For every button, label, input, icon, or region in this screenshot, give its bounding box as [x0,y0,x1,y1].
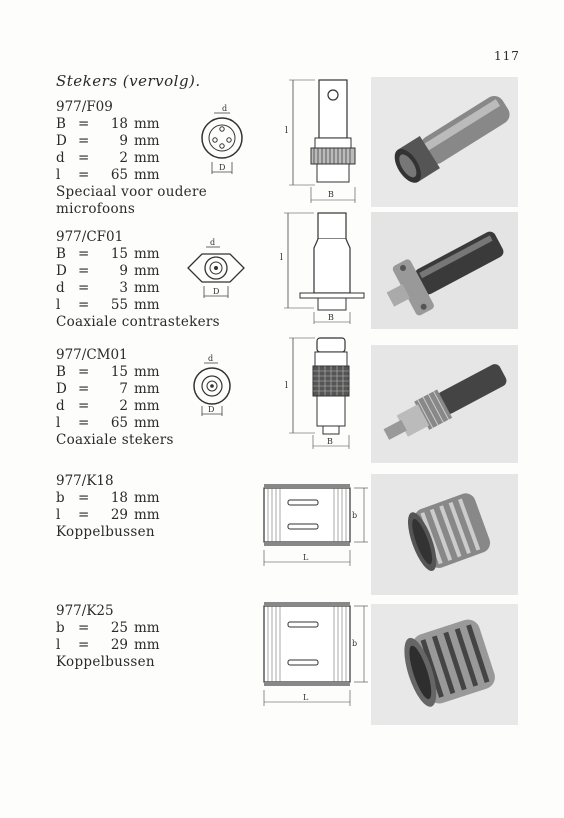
spec-unit: mm [134,364,160,380]
spec-symbol: D [56,381,67,397]
item-code: 977/K25 [56,603,114,619]
svg-text:d: d [208,354,214,363]
spec-unit: mm [134,507,160,523]
spec-value: 3 [119,280,128,296]
spec-value: 15 [110,246,128,262]
spec-equals: = [78,150,90,166]
spec-equals: = [78,398,90,414]
spec-symbol: B [56,364,66,380]
svg-text:l: l [280,253,283,263]
spec-symbol: d [56,150,65,166]
section-title: Stekers (vervolg). [56,72,201,90]
item-description: Speciaal voor oudere [56,184,207,200]
spec-equals: = [78,507,90,523]
spec-equals: = [78,116,90,132]
spec-value: 18 [110,490,128,506]
spec-equals: = [78,637,90,653]
page-number: 117 [494,49,520,63]
photo-f09 [371,77,518,207]
spec-unit: mm [134,133,160,149]
spec-value: 7 [119,381,128,397]
spec-row [56,398,174,415]
spec-symbol: l [56,415,61,431]
photo-cm01 [371,345,518,463]
svg-text:b: b [352,511,358,520]
spec-equals: = [78,490,90,506]
front-view-cm01 [186,352,238,418]
photo-k25 [371,604,518,725]
spec-value: 2 [119,398,128,414]
spec-symbol: l [56,507,61,523]
spec-row [56,364,174,381]
side-drawing-f09 [283,75,363,205]
svg-text:D: D [213,287,220,296]
spec-equals: = [78,620,90,636]
item-description: Coaxiale contrastekers [56,314,220,330]
front-view-f09 [196,102,252,180]
spec-unit: mm [134,381,160,397]
spec-row [56,415,174,432]
spec-row [56,133,207,150]
item-description: Coaxiale stekers [56,432,174,448]
drawing-k25 [258,598,370,710]
spec-block-cm01 [56,347,174,449]
spec-block-k25 [56,603,160,671]
spec-unit: mm [134,490,160,506]
item-code: 977/F09 [56,99,113,115]
spec-symbol: B [56,246,66,262]
svg-text:b: b [352,639,358,648]
svg-text:D: D [208,405,215,414]
svg-text:B: B [327,437,333,446]
spec-equals: = [78,280,90,296]
spec-equals: = [78,381,90,397]
side-drawing-cf01 [278,208,368,328]
spec-equals: = [78,263,90,279]
spec-symbol: l [56,167,61,183]
spec-symbol: D [56,133,67,149]
spec-value: 15 [110,364,128,380]
photo-cf01 [371,212,518,329]
spec-value: 29 [110,507,128,523]
spec-unit: mm [134,637,160,653]
svg-text:l: l [285,381,288,391]
spec-unit: mm [134,167,160,183]
front-label-D: D [219,163,226,172]
spec-row [56,116,207,133]
item-description: Koppelbussen [56,524,155,540]
spec-value: 9 [119,133,128,149]
spec-unit: mm [134,415,160,431]
spec-equals: = [78,133,90,149]
spec-row [56,620,160,637]
svg-text:L: L [303,553,309,562]
spec-row [56,167,207,184]
spec-symbol: b [56,490,65,506]
spec-block-f09 [56,99,207,218]
spec-equals: = [78,167,90,183]
svg-text:l: l [285,126,288,136]
spec-value: 29 [110,637,128,653]
front-view-cf01 [184,236,248,302]
side-drawing-cm01 [283,333,363,453]
spec-value: 2 [119,150,128,166]
spec-row [56,490,160,507]
spec-row [56,637,160,654]
spec-unit: mm [134,398,160,414]
spec-symbol: l [56,297,61,313]
front-label-d: d [222,104,228,113]
spec-equals: = [78,364,90,380]
spec-unit: mm [134,620,160,636]
spec-row [56,507,160,524]
spec-symbol: b [56,620,65,636]
photo-k18 [371,474,518,595]
spec-symbol: D [56,263,67,279]
spec-unit: mm [134,150,160,166]
spec-value: 18 [110,116,128,132]
drawing-k18 [258,480,370,570]
spec-symbol: d [56,280,65,296]
spec-row [56,381,174,398]
spec-value: 65 [110,415,128,431]
item-description: microfoons [56,201,136,217]
spec-value: 9 [119,263,128,279]
spec-block-k18 [56,473,160,541]
spec-symbol: B [56,116,66,132]
spec-unit: mm [134,246,160,262]
spec-unit: mm [134,297,160,313]
spec-equals: = [78,297,90,313]
svg-text:B: B [328,313,334,322]
svg-text:L: L [303,693,309,702]
spec-unit: mm [134,280,160,296]
spec-equals: = [78,415,90,431]
spec-symbol: l [56,637,61,653]
item-code: 977/K18 [56,473,114,489]
spec-row [56,150,207,167]
svg-text:d: d [210,238,216,247]
spec-value: 55 [110,297,128,313]
spec-unit: mm [134,263,160,279]
spec-value: 25 [110,620,128,636]
spec-unit: mm [134,116,160,132]
item-code: 977/CF01 [56,229,124,245]
svg-text:B: B [328,190,334,199]
spec-value: 65 [110,167,128,183]
item-code: 977/CM01 [56,347,128,363]
spec-equals: = [78,246,90,262]
item-description: Koppelbussen [56,654,155,670]
spec-symbol: d [56,398,65,414]
